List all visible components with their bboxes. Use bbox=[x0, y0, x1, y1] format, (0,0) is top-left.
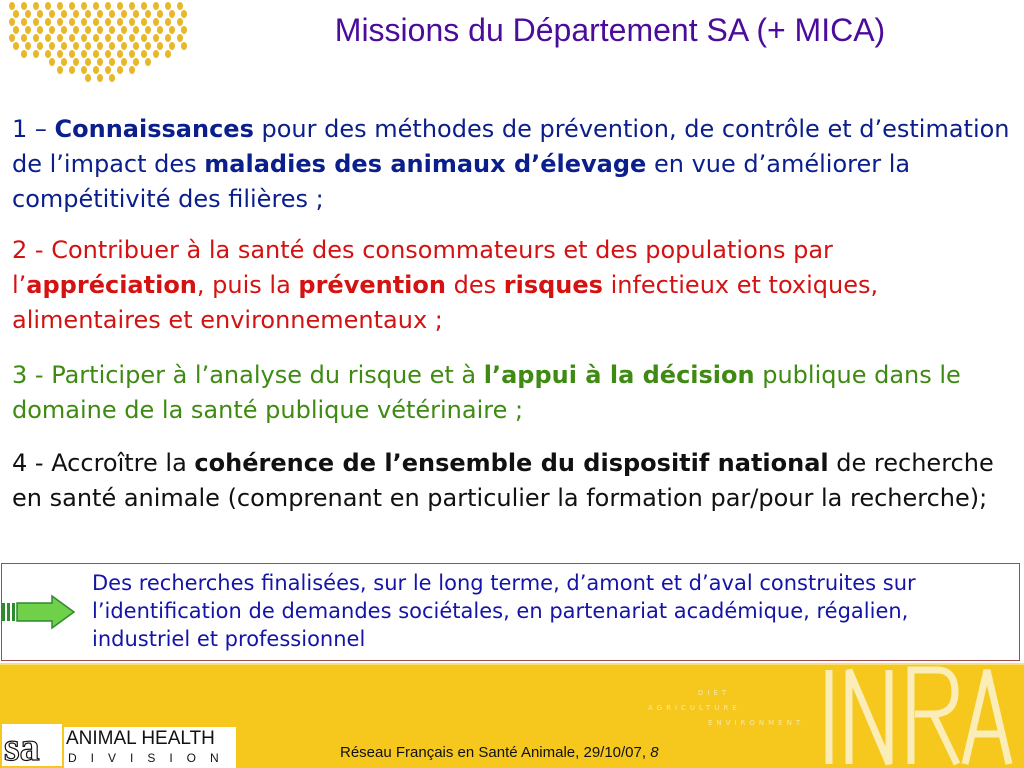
wheat-grain bbox=[25, 26, 31, 34]
wheat-grain bbox=[153, 34, 159, 42]
wheat-grain bbox=[141, 34, 147, 42]
wheat-grain bbox=[133, 10, 139, 18]
wheat-grain bbox=[37, 42, 43, 50]
wheat-grain bbox=[93, 18, 99, 26]
wheat-grain bbox=[85, 10, 91, 18]
wheat-grain bbox=[33, 34, 39, 42]
wheat-grain bbox=[133, 26, 139, 34]
wheat-grain bbox=[165, 50, 171, 58]
wheat-grain bbox=[105, 2, 111, 10]
wheat-grain bbox=[69, 34, 75, 42]
wheat-grain bbox=[81, 2, 87, 10]
wheat-grain bbox=[49, 42, 55, 50]
wheat-grain bbox=[85, 58, 91, 66]
wheat-grain bbox=[57, 66, 63, 74]
wheat-grain bbox=[93, 2, 99, 10]
wheat-grain bbox=[141, 50, 147, 58]
wheat-grain bbox=[121, 26, 127, 34]
wheat-grain bbox=[97, 26, 103, 34]
wheat-grain bbox=[73, 26, 79, 34]
wheat-grain bbox=[129, 50, 135, 58]
wheat-grain bbox=[177, 2, 183, 10]
wheat-grain bbox=[157, 26, 163, 34]
tagline-environment: ENVIRONMENT bbox=[708, 719, 805, 727]
wheat-grain bbox=[169, 26, 175, 34]
wheat-grain bbox=[21, 18, 27, 26]
wheat-grain bbox=[45, 34, 51, 42]
sa-logo bbox=[2, 724, 62, 766]
wheat-decoration-icon bbox=[0, 0, 192, 88]
wheat-grain bbox=[141, 2, 147, 10]
wheat-grain bbox=[109, 10, 115, 18]
wheat-grain bbox=[69, 18, 75, 26]
point-3: 3 - Participer à l’analyse du risque et à l’appui à la décision publique dans le domaine de la santé publique vétérinaire ; bbox=[12, 361, 961, 424]
wheat-grain bbox=[129, 66, 135, 74]
wheat-grain bbox=[145, 10, 151, 18]
wheat-grain bbox=[69, 2, 75, 10]
wheat-grain bbox=[37, 10, 43, 18]
wheat-grain bbox=[145, 26, 151, 34]
wheat-grain bbox=[69, 50, 75, 58]
svg-text:sa: sa bbox=[4, 724, 40, 766]
wheat-grain bbox=[165, 34, 171, 42]
highlight-box bbox=[1, 563, 1020, 661]
wheat-grain bbox=[81, 50, 87, 58]
highlight-text: Des recherches finalisées, sur le long terme, d’amont et d’aval construites sur l’identification de demandes sociétales, en partenariat académique, régalien, industriel et professionnel bbox=[92, 571, 916, 651]
wheat-grain bbox=[109, 26, 115, 34]
wheat-grain bbox=[121, 58, 127, 66]
wheat-grain bbox=[13, 42, 19, 50]
wheat-grain bbox=[153, 50, 159, 58]
wheat-grain bbox=[133, 42, 139, 50]
tagline-agriculture: AGRICULTURE bbox=[648, 704, 741, 712]
wheat-grain bbox=[117, 18, 123, 26]
wheat-grain bbox=[21, 50, 27, 58]
wheat-grain bbox=[25, 42, 31, 50]
wheat-grain bbox=[85, 42, 91, 50]
wheat-grain bbox=[61, 42, 67, 50]
wheat-grain bbox=[109, 74, 115, 82]
wheat-grain bbox=[9, 34, 15, 42]
wheat-grain bbox=[97, 74, 103, 82]
wheat-grain bbox=[145, 42, 151, 50]
wheat-grain bbox=[9, 2, 15, 10]
wheat-grain bbox=[57, 2, 63, 10]
wheat-grain bbox=[25, 10, 31, 18]
wheat-grain bbox=[121, 10, 127, 18]
wheat-grain bbox=[153, 18, 159, 26]
wheat-grain bbox=[141, 18, 147, 26]
wheat-grain bbox=[157, 10, 163, 18]
wheat-grain bbox=[105, 34, 111, 42]
wheat-grain bbox=[165, 2, 171, 10]
wheat-grain bbox=[181, 10, 187, 18]
wheat-grain bbox=[105, 50, 111, 58]
inra-logo bbox=[815, 664, 1020, 768]
wheat-grain bbox=[129, 34, 135, 42]
wheat-grain bbox=[181, 26, 187, 34]
wheat-grain bbox=[81, 66, 87, 74]
wheat-grain bbox=[81, 34, 87, 42]
wheat-grain bbox=[117, 66, 123, 74]
wheat-grain bbox=[85, 74, 91, 82]
wheat-grain bbox=[45, 2, 51, 10]
wheat-grain bbox=[109, 42, 115, 50]
wheat-grain bbox=[105, 18, 111, 26]
wheat-grain bbox=[21, 34, 27, 42]
wheat-grain bbox=[9, 18, 15, 26]
wheat-grain bbox=[57, 18, 63, 26]
wheat-grain bbox=[153, 2, 159, 10]
wheat-grain bbox=[37, 26, 43, 34]
wheat-grain bbox=[129, 18, 135, 26]
wheat-grain bbox=[81, 18, 87, 26]
wheat-grain bbox=[93, 66, 99, 74]
wheat-grain bbox=[117, 50, 123, 58]
wheat-grain bbox=[57, 34, 63, 42]
wheat-grain bbox=[93, 50, 99, 58]
wheat-grain bbox=[49, 26, 55, 34]
footer-caption: Réseau Français en Santé Animale, 29/10/07, 8 bbox=[340, 744, 659, 761]
wheat-grain bbox=[97, 58, 103, 66]
wheat-grain bbox=[157, 42, 163, 50]
wheat-grain bbox=[165, 18, 171, 26]
wheat-grain bbox=[177, 18, 183, 26]
brand-subtitle: DIVISION bbox=[68, 751, 233, 765]
point-2: 2 - Contribuer à la santé des consommateurs et des populations par l’appréciation, puis la prévention des risques infectieux et toxiques, alimentaires et environnementaux ; bbox=[12, 236, 879, 334]
wheat-grain bbox=[85, 26, 91, 34]
wheat-grain bbox=[73, 58, 79, 66]
page-number: 8 bbox=[650, 744, 659, 761]
wheat-grain bbox=[97, 10, 103, 18]
wheat-grain bbox=[177, 34, 183, 42]
wheat-grain bbox=[93, 34, 99, 42]
tagline-diet: DIET bbox=[698, 689, 731, 697]
wheat-grain bbox=[169, 10, 175, 18]
wheat-grain bbox=[13, 10, 19, 18]
wheat-grain bbox=[45, 18, 51, 26]
wheat-grain bbox=[73, 42, 79, 50]
wheat-grain bbox=[61, 58, 67, 66]
wheat-grain bbox=[21, 2, 27, 10]
wheat-grain bbox=[13, 26, 19, 34]
wheat-grain bbox=[33, 2, 39, 10]
wheat-grain bbox=[117, 34, 123, 42]
wheat-grain bbox=[129, 2, 135, 10]
point-1: 1 – Connaissances pour des méthodes de prévention, de contrôle et d’estimation de l’impact des maladies des animaux d’élevage en vue d’améliorer la compétitivité des filières ; bbox=[12, 115, 1010, 213]
wheat-grain bbox=[33, 50, 39, 58]
wheat-grain bbox=[121, 42, 127, 50]
wheat-grain bbox=[49, 10, 55, 18]
wheat-grain bbox=[45, 50, 51, 58]
wheat-grain bbox=[69, 66, 75, 74]
wheat-grain bbox=[73, 10, 79, 18]
wheat-grain bbox=[181, 42, 187, 50]
wheat-grain bbox=[57, 50, 63, 58]
wheat-grain bbox=[61, 10, 67, 18]
brand-title: ANIMAL HEALTH bbox=[66, 728, 215, 749]
slide-title: Missions du Département SA (+ MICA) bbox=[334, 12, 886, 48]
wheat-grain bbox=[117, 2, 123, 10]
wheat-grain bbox=[49, 58, 55, 66]
wheat-grain bbox=[33, 18, 39, 26]
wheat-grain bbox=[109, 58, 115, 66]
wheat-grain bbox=[133, 58, 139, 66]
wheat-grain bbox=[169, 42, 175, 50]
arrow-right-icon bbox=[2, 594, 82, 630]
wheat-grain bbox=[97, 42, 103, 50]
wheat-grain bbox=[145, 58, 151, 66]
point-4: 4 - Accroître la cohérence de l’ensemble du dispositif national de recherche en santé animale (comprenant en particulier la formation par/pour la recherche); bbox=[12, 449, 994, 512]
wheat-grain bbox=[105, 66, 111, 74]
wheat-grain bbox=[61, 26, 67, 34]
